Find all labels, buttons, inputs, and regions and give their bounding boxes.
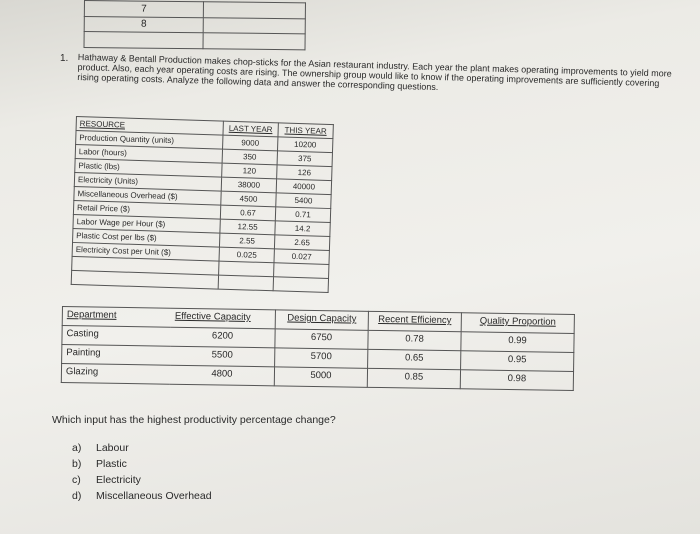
option-label: Labour bbox=[96, 442, 129, 454]
recent-efficiency-value: 0.78 bbox=[368, 330, 461, 350]
sub-question: Which input has the highest productivity percentage change? bbox=[52, 414, 336, 426]
resource-label: Production Quantity (units) bbox=[76, 131, 223, 150]
this-year-value: 375 bbox=[277, 151, 332, 167]
resource-label: Electricity Cost per Unit ($) bbox=[72, 242, 219, 261]
last-year-value: 9000 bbox=[223, 135, 278, 151]
last-year-value: 38000 bbox=[221, 177, 276, 193]
last-year-value: 0.67 bbox=[220, 205, 275, 221]
department-table bbox=[61, 306, 575, 391]
this-year-header: THIS YEAR bbox=[278, 123, 333, 139]
resource-label: Miscellaneous Overhead ($) bbox=[74, 186, 221, 205]
last-year-value: 12.55 bbox=[220, 219, 275, 235]
option-d[interactable] bbox=[72, 488, 212, 504]
recent-efficiency-value: 0.65 bbox=[368, 349, 461, 369]
question-number: 1. bbox=[60, 53, 69, 64]
option-letter: d) bbox=[72, 490, 82, 502]
last-year-value: 2.55 bbox=[219, 233, 274, 249]
resource-header: RESOURCE bbox=[76, 117, 223, 136]
option-letter: a) bbox=[72, 442, 82, 454]
effective-capacity-value: 6200 bbox=[170, 327, 275, 348]
option-b[interactable] bbox=[72, 456, 212, 472]
effective-capacity-header: Effective Capacity bbox=[171, 308, 276, 329]
quality-proportion-header: Quality Proportion bbox=[461, 313, 574, 334]
department-name: Casting bbox=[62, 326, 171, 347]
quality-proportion-value: 0.98 bbox=[460, 370, 573, 391]
design-capacity-value: 5000 bbox=[274, 367, 367, 387]
this-year-value bbox=[273, 277, 328, 293]
this-year-value: 14.2 bbox=[275, 221, 330, 237]
empty-cell bbox=[203, 17, 305, 34]
last-year-value: 0.025 bbox=[219, 247, 274, 263]
table-row bbox=[84, 32, 305, 50]
resource-label: Labor (hours) bbox=[75, 145, 222, 164]
option-label: Miscellaneous Overhead bbox=[96, 490, 212, 502]
option-letter: b) bbox=[72, 458, 82, 470]
this-year-value: 2.65 bbox=[274, 235, 329, 251]
design-capacity-value: 5700 bbox=[275, 348, 368, 368]
design-capacity-header: Design Capacity bbox=[275, 310, 368, 330]
last-year-value bbox=[218, 275, 273, 291]
effective-capacity-value: 4800 bbox=[170, 365, 275, 386]
resource-label: Labor Wage per Hour ($) bbox=[73, 214, 220, 233]
option-label: Electricity bbox=[96, 474, 141, 486]
last-year-header: LAST YEAR bbox=[223, 121, 278, 137]
this-year-value: 40000 bbox=[276, 179, 331, 195]
this-year-value: 10200 bbox=[278, 137, 333, 153]
this-year-value: 0.027 bbox=[274, 249, 329, 265]
option-letter: c) bbox=[72, 474, 81, 486]
empty-cell bbox=[203, 33, 305, 50]
empty-cell bbox=[84, 32, 203, 49]
resource-label: Electricity (Units) bbox=[74, 172, 221, 191]
answer-options bbox=[72, 440, 212, 504]
top-partial-table bbox=[83, 0, 305, 50]
this-year-value: 126 bbox=[277, 165, 332, 181]
resource-label: Plastic (lbs) bbox=[75, 158, 222, 177]
last-year-value: 120 bbox=[222, 163, 277, 179]
question-prompt: Hathaway & Bentall Production makes chop-sticks for the Asian restaurant industry. Each year the plant makes operating improvements to yield more product. Also, each year operating costs are rising. The ownership group would like to know if the operating improvements are sufficiently covering rising operating costs. Analyze the following data and answer the corresponding questions. bbox=[77, 52, 672, 93]
row-number: 8 bbox=[84, 16, 203, 33]
this-year-value: 0.71 bbox=[275, 207, 330, 223]
this-year-value: 5400 bbox=[276, 193, 331, 209]
option-a[interactable] bbox=[72, 440, 212, 456]
recent-efficiency-value: 0.85 bbox=[367, 368, 460, 388]
last-year-value: 4500 bbox=[221, 191, 276, 207]
empty-cell bbox=[203, 2, 305, 19]
last-year-value: 350 bbox=[222, 149, 277, 165]
quality-proportion-value: 0.95 bbox=[461, 351, 574, 372]
recent-efficiency-header: Recent Efficiency bbox=[368, 311, 461, 331]
resource-label: Retail Price ($) bbox=[73, 200, 220, 219]
option-c[interactable] bbox=[72, 472, 212, 488]
resource-table bbox=[71, 116, 334, 293]
department-header: Department bbox=[62, 307, 171, 328]
design-capacity-value: 6750 bbox=[275, 329, 368, 349]
department-name: Painting bbox=[62, 345, 171, 366]
row-number: 7 bbox=[84, 1, 203, 18]
quality-proportion-value: 0.99 bbox=[461, 332, 574, 353]
department-name: Glazing bbox=[61, 364, 170, 385]
effective-capacity-value: 5500 bbox=[170, 346, 275, 367]
resource-label: Plastic Cost per lbs ($) bbox=[73, 228, 220, 247]
option-label: Plastic bbox=[96, 458, 127, 470]
